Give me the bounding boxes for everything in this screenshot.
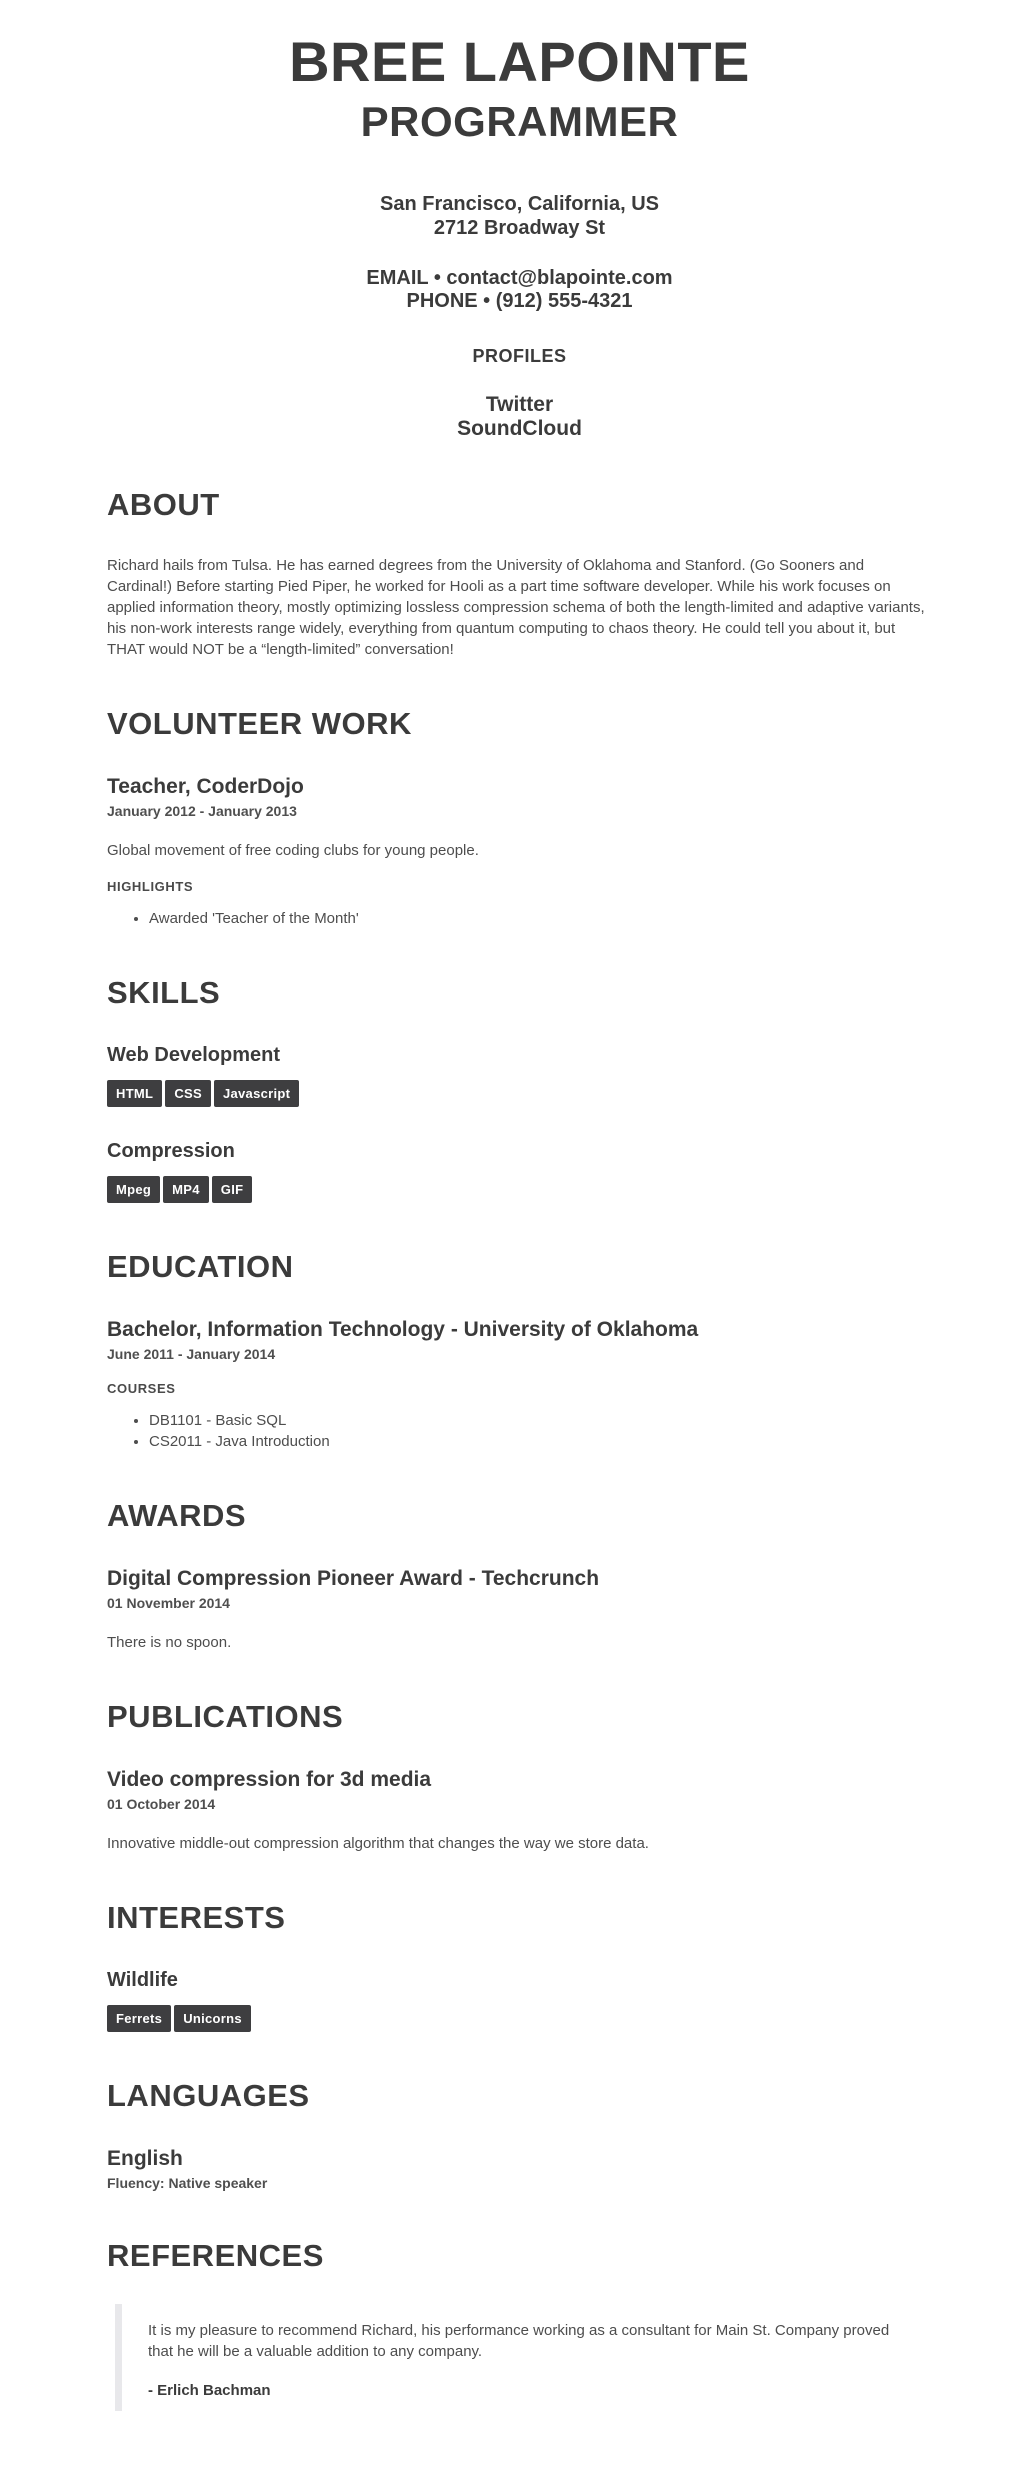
section-publications xyxy=(107,1699,932,1854)
street-line: 2712 Broadway St xyxy=(433,217,606,240)
section-title-languages: LANGUAGES xyxy=(107,2078,310,2114)
interest-badge: Unicorns xyxy=(174,2005,251,2032)
award-summary: There is no spoon. xyxy=(107,1634,232,1652)
person-name: BREE LAPOINTE xyxy=(289,30,750,93)
section-references xyxy=(107,2238,932,2411)
resume-page xyxy=(107,0,932,2491)
section-title-skills: SKILLS xyxy=(107,975,221,1011)
skill-group-name: Compression xyxy=(107,1140,235,1163)
section-skills xyxy=(107,975,932,1203)
highlights-list xyxy=(107,908,932,929)
profile-link-twitter[interactable]: Twitter xyxy=(485,393,554,417)
section-title-volunteer-work: VOLUNTEER WORK xyxy=(107,706,412,742)
section-title-publications: PUBLICATIONS xyxy=(107,1699,344,1735)
award-title: Digital Compression Pioneer Award - Techcrunch xyxy=(107,1567,600,1591)
course-item: • CS2011 - Java Introduction xyxy=(149,1431,932,1452)
resume-header xyxy=(107,30,932,441)
interest-group-name: Wildlife xyxy=(107,1969,178,1992)
skill-badge: Mpeg xyxy=(107,1176,160,1203)
skill-badge: MP4 xyxy=(163,1176,209,1203)
award-date: 01 November 2014 xyxy=(107,1595,230,1612)
about-text: Richard hails from Tulsa. He has earned degrees from the University of Oklahoma and Stanford. (Go Sooners and Cardinal!) Before starting Pied Piper, he worked for Hooli as a part time software developer. While his work focuses on applied information theory, mostly optimizing lossless compression schema of both the length-limited and adaptive variants, his non-work interests range widely, everything from quantum computing to chaos theory. He could tell you about it, but THAT would NOT be a “length-limited” conversation! xyxy=(107,557,925,659)
reference-author: - Erlich Bachman xyxy=(148,2382,271,2400)
section-title-awards: AWARDS xyxy=(107,1498,247,1534)
skill-badge: HTML xyxy=(107,1080,162,1107)
highlights-label: HIGHLIGHTS xyxy=(107,879,194,895)
section-about xyxy=(107,487,932,660)
email-line: EMAIL • contact@blapointe.com xyxy=(366,267,673,290)
highlight-item: • Awarded 'Teacher of the Month' xyxy=(149,908,932,929)
courses-list xyxy=(107,1410,932,1452)
course-item: • DB1101 - Basic SQL xyxy=(149,1410,932,1431)
section-interests xyxy=(107,1900,932,2032)
skill-badge-row xyxy=(107,1080,932,1107)
section-awards xyxy=(107,1498,932,1653)
education-degree: Bachelor, Information Technology - University of Oklahoma xyxy=(107,1318,699,1342)
publication-summary: Innovative middle-out compression algorithm that changes the way we store data. xyxy=(107,1835,649,1853)
section-title-education: EDUCATION xyxy=(107,1249,294,1285)
profiles-label: PROFILES xyxy=(472,346,567,367)
profile-link-soundcloud[interactable]: SoundCloud xyxy=(457,417,582,441)
section-title-interests: INTERESTS xyxy=(107,1900,286,1936)
volunteer-position: Teacher, CoderDojo xyxy=(107,775,304,799)
phone-line: PHONE • (912) 555-4321 xyxy=(406,290,633,313)
volunteer-summary: Global movement of free coding clubs for young people. xyxy=(107,842,479,860)
contact-block xyxy=(107,267,932,313)
interest-badge: Ferrets xyxy=(107,2005,171,2032)
section-title-references: REFERENCES xyxy=(107,2238,324,2274)
section-volunteer-work xyxy=(107,706,932,929)
reference-quote-text: It is my pleasure to recommend Richard, his performance working as a consultant for Main St. Company proved that he will be a valuable addition to any company. xyxy=(148,2322,890,2361)
reference-quote-block xyxy=(115,2304,932,2411)
language-fluency: Fluency: Native speaker xyxy=(107,2175,268,2192)
language-name: English xyxy=(107,2147,183,2171)
section-education xyxy=(107,1249,932,1452)
section-title-about: ABOUT xyxy=(107,487,220,523)
address-block xyxy=(107,192,932,240)
publication-date: 01 October 2014 xyxy=(107,1796,216,1813)
skill-badge: GIF xyxy=(212,1176,253,1203)
location-line: San Francisco, California, US xyxy=(380,193,659,216)
skill-group-name: Web Development xyxy=(107,1044,280,1067)
section-languages xyxy=(107,2078,932,2192)
volunteer-dates: January 2012 - January 2013 xyxy=(107,803,297,820)
skill-badge-row xyxy=(107,1176,932,1203)
profiles-block xyxy=(107,393,932,441)
courses-label: COURSES xyxy=(107,1381,176,1397)
skill-badge: Javascript xyxy=(214,1080,299,1107)
publication-title: Video compression for 3d media xyxy=(107,1768,432,1792)
person-role: PROGRAMMER xyxy=(360,98,679,146)
interest-badge-row xyxy=(107,2005,932,2032)
education-dates: June 2011 - January 2014 xyxy=(107,1346,276,1363)
skill-badge: CSS xyxy=(165,1080,211,1107)
